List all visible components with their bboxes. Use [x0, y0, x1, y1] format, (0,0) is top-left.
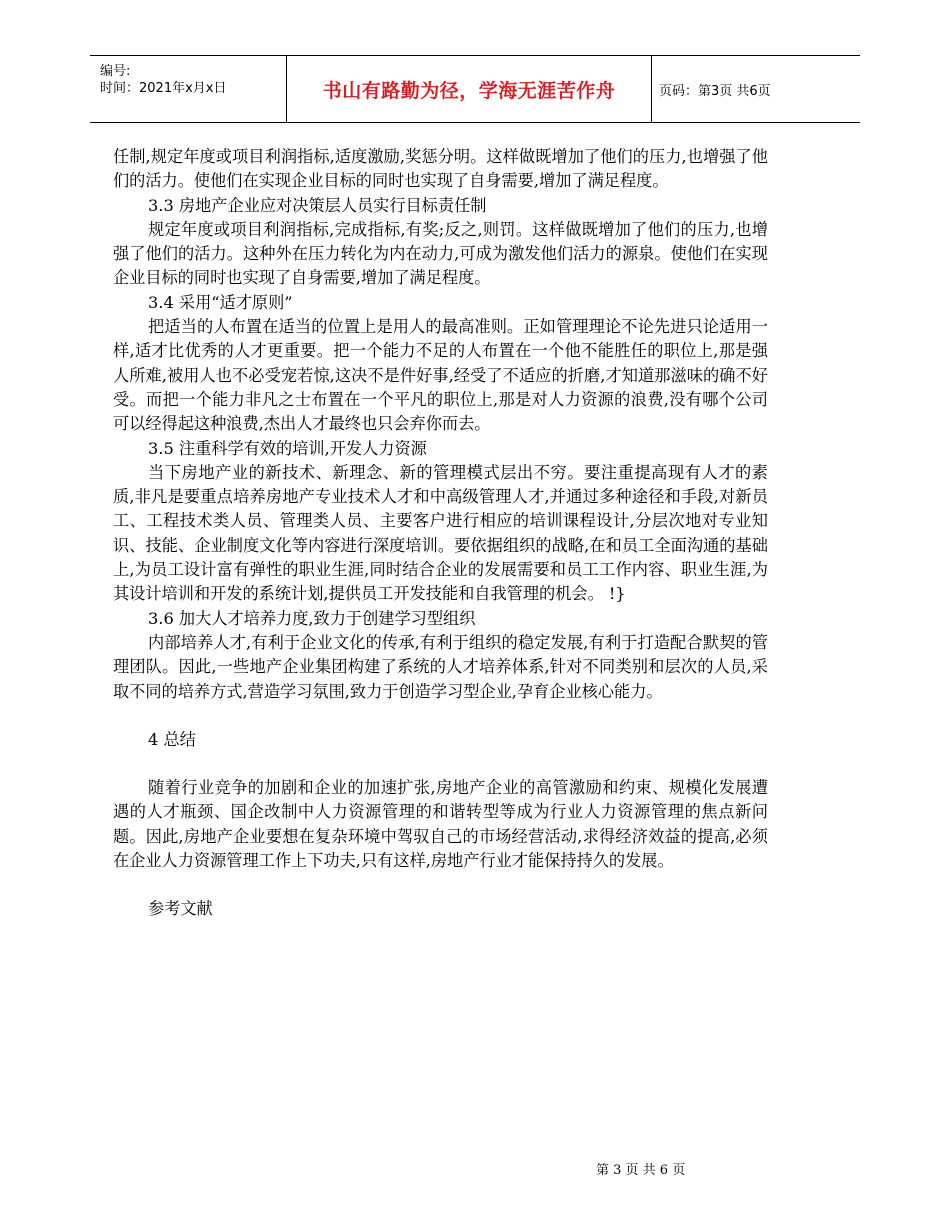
page-footer: 第 3 页 共 6 页	[596, 1163, 686, 1178]
date-label: 时间：2021年x月x日	[100, 81, 227, 96]
section-heading-3-3: 3.3 房地产企业应对决策层人员实行目标责任制	[148, 195, 487, 215]
paragraph: 内部培养人才,有利于企业文化的传承,有利于组织的稳定发展,有利于打造配合默契的管理团队。因此,一些地产企业集团构建了系统的人才培养体系,针对不同类别和层次的人员,采取不同的培养方式,营造学习氛围,致力于创造学习型企业,孕育企业核心能力。	[113, 632, 768, 701]
references-heading: 参考文献	[148, 899, 213, 919]
paragraph: 任制,规定年度或项目利润指标,适度激励,奖惩分明。这样做既增加了他们的压力,也增强了他们的活力。使他们在实现企业目标的同时也实现了自身需要,增加了满足程度。	[113, 147, 768, 191]
paragraph: 随着行业竞争的加剧和企业的加速扩张,房地产企业的高管激励和约束、规模化发展遭遇的人才瓶颈、国企改制中人力资源管理的和谐转型等成为行业人力资源管理的焦点新问题。因此,房地产企业要想在复杂环境中驾驭自己的市场经营活动,求得经济效益的提高,必须在企业人力资源管理工作上下功夫,只有这样,房地产行业才能保持持久的发展。	[113, 778, 768, 871]
paragraph: 当下房地产业的新技术、新理念、新的管理模式层出不穷。要注重提高现有人才的素质,非凡是要重点培养房地产专业技术人才和中高级管理人才,并通过多种途径和手段,对新员工、工程技术类人员、管理类人员、主要客户进行相应的培训课程设计,分层次地对专业知识、技能、企业制度文化等内容进行深度培训。要依据组织的战略,在和员工全面沟通的基础上,为员工设计富有弹性的职业生涯,同时结合企业的发展需要和员工工作内容、职业生涯,为其设计培训和开发的系统计划,提供员工开发技能和自我管理的机会。 !}	[113, 462, 768, 604]
section-heading-3-4: 3.4 采用“适才原则”	[148, 292, 293, 312]
section-heading-3-6: 3.6 加大人才培养力度,致力于创建学习型组织	[148, 608, 476, 628]
document-body	[113, 145, 768, 922]
paragraph: 规定年度或项目利润指标,完成指标,有奖;反之,则罚。这样做既增加了他们的压力,也增强了他们的活力。这种外在压力转化为内在动力,可成为激发他们活力的源泉。使他们在实现企业目标的同时也实现了自身需要,增加了满足程度。	[113, 219, 768, 288]
page-header	[90, 55, 860, 123]
section-heading-3-5: 3.5 注重科学有效的培训,开发人力资源	[148, 438, 427, 458]
header-meta	[90, 56, 286, 122]
number-label: 编号:	[100, 64, 131, 79]
section-heading-4: 4 总结	[148, 729, 196, 749]
paragraph: 把适当的人布置在适当的位置上是用人的最高准则。正如管理理论不论先进只论适用一样,适才比优秀的人才更重要。把一个能力不足的人布置在一个他不能胜任的职位上,那是强人所难,被用人也不必受宠若惊,这决不是件好事,经受了不适应的折磨,才知道那滋味的确不好受。而把一个能力非凡之士布置在一个平凡的职位上,那是对人力资源的浪费,没有哪个公司可以经得起这种浪费,杰出人才最终也只会弃你而去。	[113, 317, 768, 434]
header-motto: 书山有路勤为径，学海无涯苦作舟	[286, 56, 652, 122]
header-page-label: 页码：第3页 共6页	[659, 83, 771, 99]
